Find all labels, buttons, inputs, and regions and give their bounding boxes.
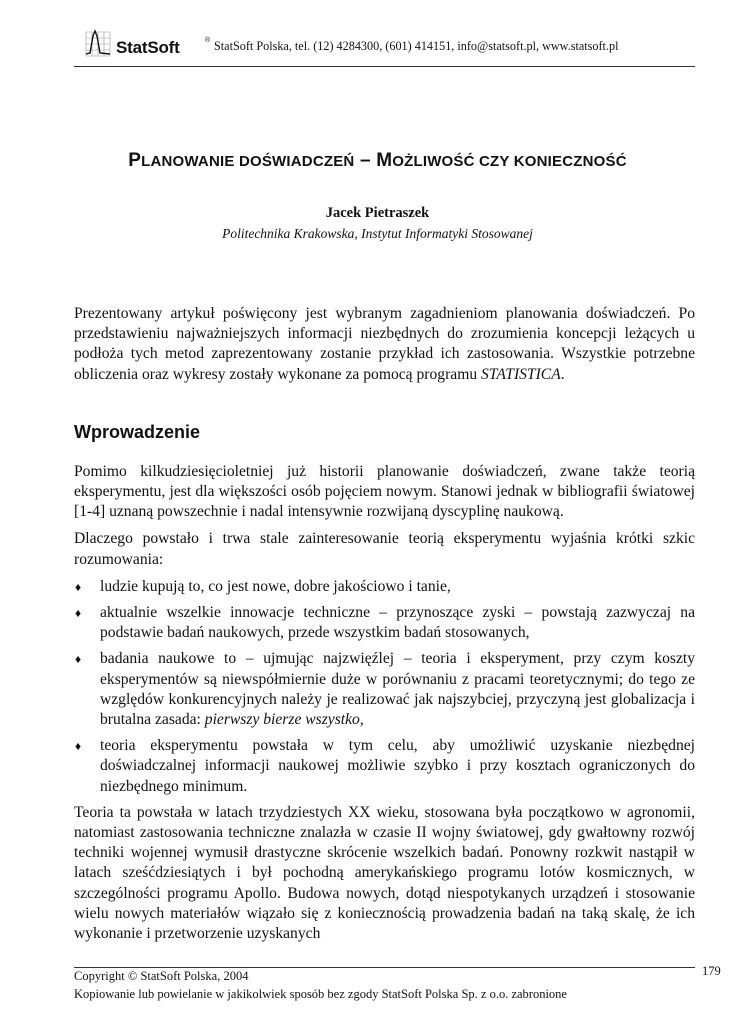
logo-chart-icon <box>84 28 114 58</box>
list-item-end: , <box>359 711 364 729</box>
list-item-text: aktualnie wszelkie innowacje techniczne – przynoszące zyski – powstają zazwyczaj na podstawie badań naukowych, przede wszystkim badań stosowanych, <box>100 604 695 642</box>
diamond-bullet-icon: ♦ <box>75 579 82 594</box>
abstract-program-name: STATISTICA <box>481 365 561 383</box>
list-item <box>74 649 695 730</box>
logo-registered-mark: ® <box>205 37 211 44</box>
title-initial-2: M <box>376 150 393 171</box>
title-rest-2: OŻLIWOŚĆ CZY KONIECZNOŚĆ <box>392 153 627 170</box>
abstract-paragraph <box>74 304 695 385</box>
list-item-italic-phrase: pierwszy bierze wszystko <box>204 711 360 729</box>
list-item-text: teoria eksperymentu powstała w tym celu, aby umożliwić uzyskanie niezbędnej doświadczalnej informacji naukowej możliwie szybko i przy kosztach ograniczonych do niezbędnego minimum. <box>100 737 695 795</box>
article-title <box>0 150 755 172</box>
reasoning-list <box>74 577 695 797</box>
list-item <box>74 603 695 643</box>
list-item <box>74 736 695 797</box>
abstract-end: . <box>560 365 565 383</box>
page-header <box>74 22 695 67</box>
diamond-bullet-icon: ♦ <box>75 652 82 667</box>
author-affiliation: Politechnika Krakowska, Instytut Informatyki Stosowanej <box>222 226 533 241</box>
abstract-text: Prezentowany artykuł poświęcony jest wybranym zagadnieniom planowania doświadczeń. Po przedstawieniu najważniejszych informacji niezbędnych do zrozumienia koncepcji leżących u podłoża tych metod zaprezentowany zostanie przykład ich zastosowania. Wszystkie potrzebne obliczenia oraz wykresy zostały wykonane za pomocą programu <box>74 305 695 383</box>
author-name: Jacek Pietraszek <box>325 205 430 221</box>
article-body <box>74 304 695 944</box>
intro-paragraph-1: Pomimo kilkudziesięcioletniej już historii planowanie doświadczeń, zwane także teorią eksperymentu, jest dla większości osób pojęciem nowym. Stanowi jednak w bibliografii światowej [1-4] uznaną powszechnie i nadal intensywnie rozwijaną dyscyplinę naukową. <box>74 462 695 521</box>
logo-text: StatSoft <box>116 38 180 57</box>
section-heading: Wprowadzenie <box>74 421 201 442</box>
list-item <box>74 577 695 597</box>
intro-paragraph-3: Teoria ta powstała w latach trzydziestych XX wieku, stosowana była początkowo w agronomii, natomiast zastosowania techniczne znalazła w czasie II wojny światowej, gdy gwałtowny rozwój techniki wojennej wymusił drastyczne skrócenie wszelkich badań. Ponowny rozkwit nastąpił w latach sześćdziesiątych i był pochodną amerykańskiego programu lotów kosmicznych, w szczególności programu Apollo. Budowa nowych, dotąd niespotykanych urządzeń i stosowanie wielu nowych materiałów wiązało się z koniecznością prowadzenia badań na taką skalę, że ich wykonanie i przetworzenie uzyskanych <box>74 803 695 943</box>
footer-divider <box>74 967 695 968</box>
list-item-text: badania naukowe to – ujmując najzwięźlej – teoria i eksperyment, przy czym koszty eksperymentów są niewspółmiernie duże w porównaniu z pracami teoretycznymi; do tego ze względów konkurencyjnych należy je realizować jak najszybciej, przyczyną jest globalizacja i brutalna zasada: <box>100 650 695 729</box>
diamond-bullet-icon: ♦ <box>75 739 82 754</box>
list-item-text: ludzie kupują to, co jest nowe, dobre jakościowo i tanie, <box>100 577 451 595</box>
title-dash: – <box>354 150 377 171</box>
statsoft-logo <box>84 28 216 62</box>
page-number: 179 <box>702 964 721 978</box>
intro-paragraph-2: Dlaczego powstało i trwa stale zainteresowanie teorią eksperymentu wyjaśnia krótki szkic rozumowania: <box>74 530 695 568</box>
title-rest-1: LANOWANIE DOŚWIADCZEŃ <box>141 153 355 170</box>
footer-rights-notice: Kopiowanie lub powielanie w jakikolwiek sposób bez zgody StatSoft Polska Sp. z o.o. zabronione <box>74 987 567 1001</box>
title-initial-1: P <box>128 150 142 171</box>
header-contact: StatSoft Polska, tel. (12) 4284300, (601) 414151, info@statsoft.pl, www.statsoft.pl <box>214 39 619 53</box>
footer-copyright: Copyright © StatSoft Polska, 2004 <box>74 969 249 983</box>
diamond-bullet-icon: ♦ <box>75 606 82 621</box>
